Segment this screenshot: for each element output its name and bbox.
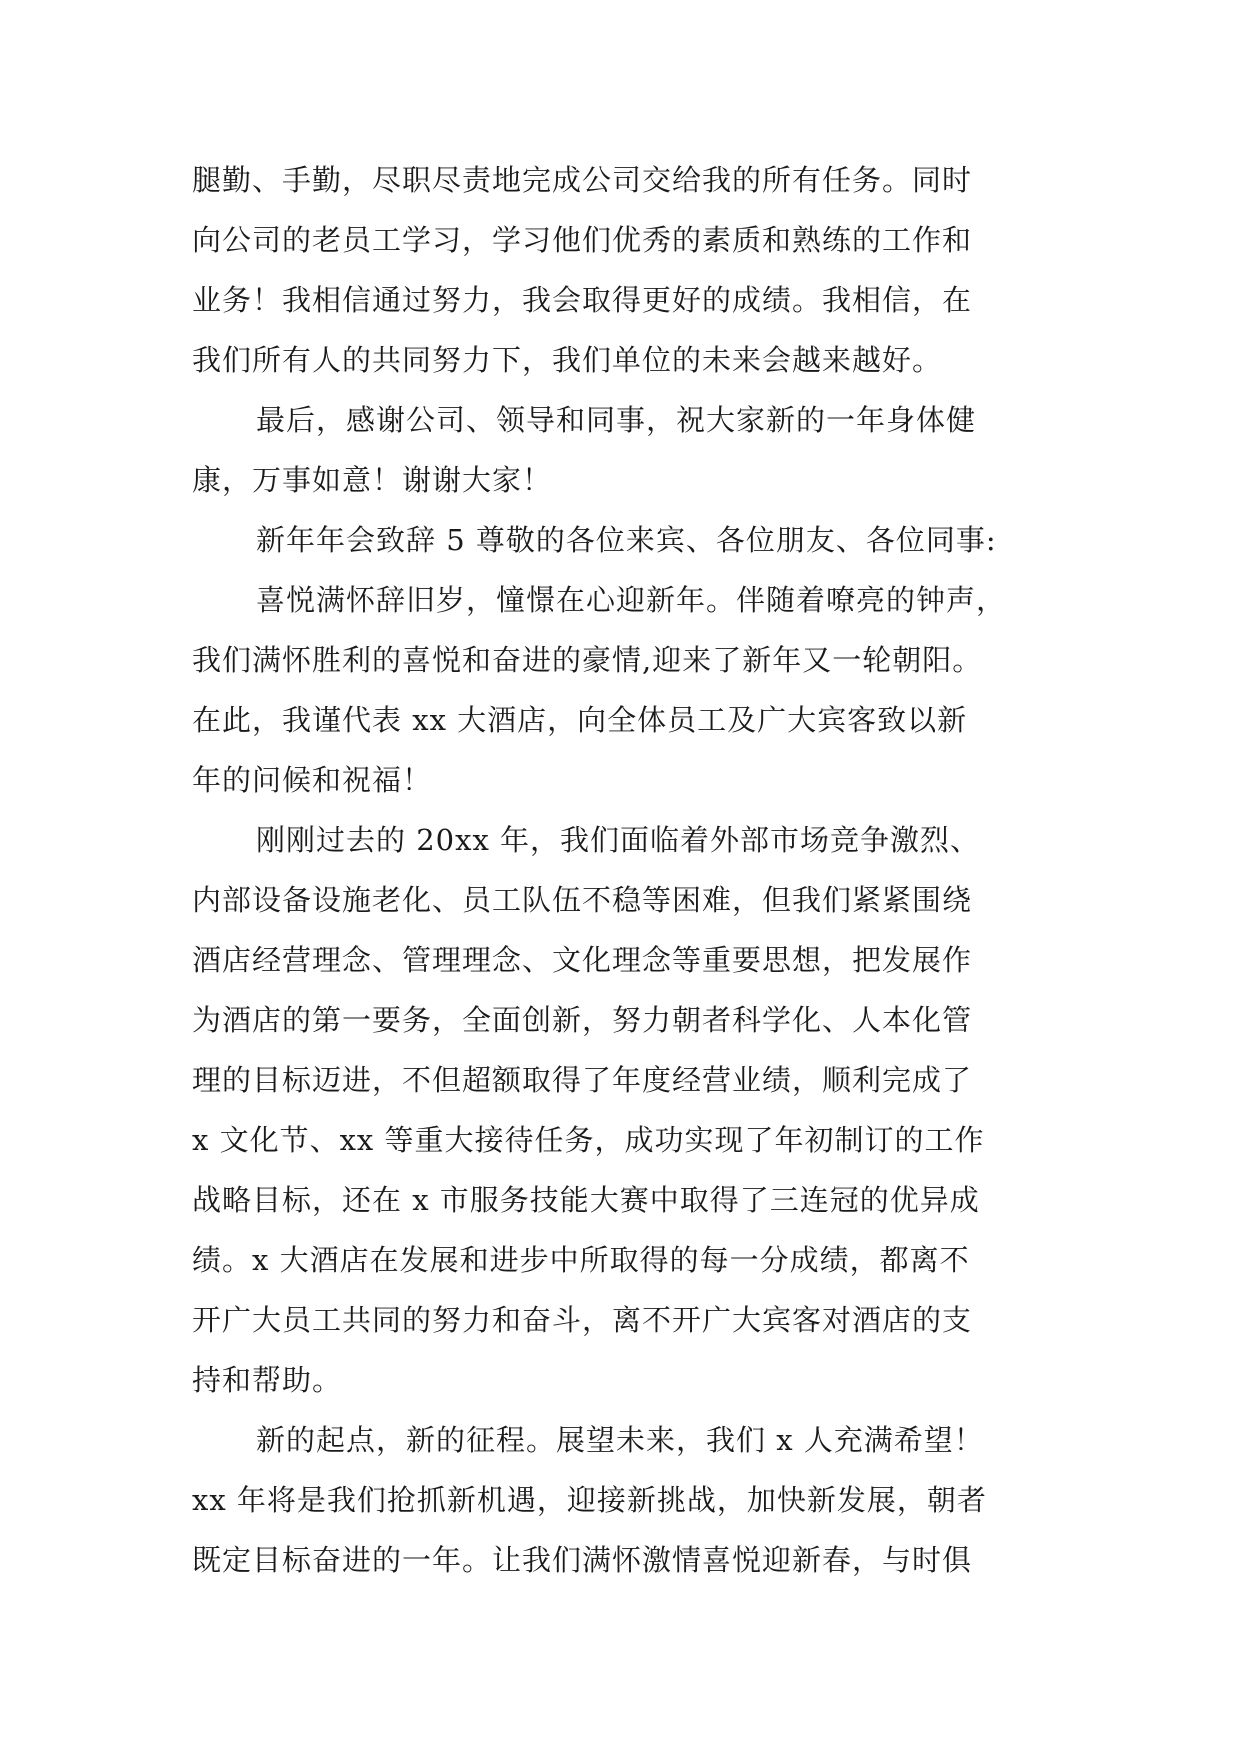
text-line: 向公司的老员工学习，学习他们优秀的素质和熟练的工作和	[192, 223, 973, 257]
text-line: 年的问候和祝福！	[192, 763, 433, 797]
text-line: 在此，我谨代表 xx 大酒店，向全体员工及广大宾客致以新	[192, 703, 968, 737]
text-line: 内部设备设施老化、员工队伍不稳等困难，但我们紧紧围绕	[192, 883, 973, 917]
text-line: 我们所有人的共同努力下，我们单位的未来会越来越好。	[192, 343, 943, 377]
text-line: 最后，感谢公司、领导和同事，祝大家新的一年身体健	[256, 403, 977, 437]
text-line: 我们满怀胜利的喜悦和奋进的豪情,迎来了新年又一轮朝阳。	[192, 643, 983, 677]
text-line: 新的起点，新的征程。展望未来，我们 x 人充满希望！	[256, 1423, 984, 1457]
text-line: xx 年将是我们抢抓新机遇，迎接新挑战，加快新发展，朝者	[192, 1483, 987, 1517]
text-line: 绩。x 大酒店在发展和进步中所取得的每一分成绩，都离不	[192, 1243, 970, 1277]
text-line: x 文化节、xx 等重大接待任务，成功实现了年初制订的工作	[192, 1123, 985, 1157]
text-line: 喜悦满怀辞旧岁，憧憬在心迎新年。伴随着嘹亮的钟声，	[256, 583, 1007, 617]
text-line: 持和帮助。	[192, 1363, 343, 1397]
text-line: 理的目标迈进，不但超额取得了年度经营业绩，顺利完成了	[192, 1063, 973, 1097]
text-line: 开广大员工共同的努力和奋斗，离不开广大宾客对酒店的支	[192, 1303, 973, 1337]
text-line: 新年年会致辞 5 尊敬的各位来宾、各位朋友、各位同事:	[256, 523, 997, 557]
text-line: 腿勤、手勤，尽职尽责地完成公司交给我的所有任务。同时	[192, 163, 973, 197]
text-line: 为酒店的第一要务，全面创新，努力朝者科学化、人本化管	[192, 1003, 973, 1037]
text-line: 酒店经营理念、管理理念、文化理念等重要思想，把发展作	[192, 943, 973, 977]
text-line: 刚刚过去的 20xx 年，我们面临着外部市场竞争激烈、	[256, 823, 981, 857]
text-line: 战略目标，还在 x 市服务技能大赛中取得了三连冠的优异成	[192, 1183, 980, 1217]
text-line: 康，万事如意！谢谢大家！	[192, 463, 553, 497]
text-line: 既定目标奋进的一年。让我们满怀激情喜悦迎新春，与时俱	[192, 1543, 973, 1577]
text-line: 业务！我相信通过努力，我会取得更好的成绩。我相信，在	[192, 283, 973, 317]
